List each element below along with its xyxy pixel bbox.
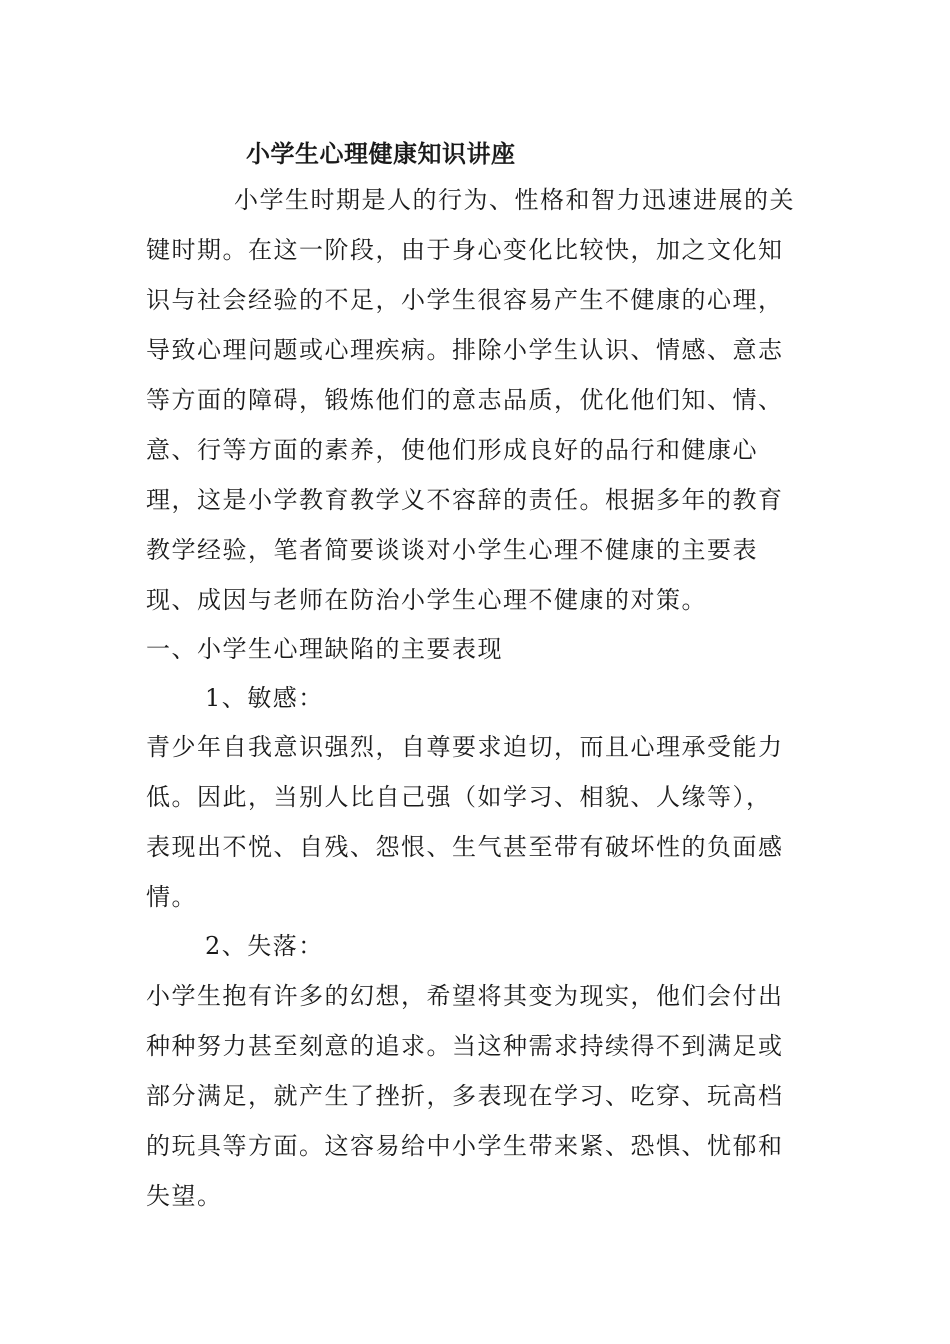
document-title: 小学生心理健康知识讲座 xyxy=(246,139,516,168)
item-paragraph-sensitive: 青少年自我意识强烈，自尊要求迫切，而且心理承受能力低。因此，当别人比自己强（如学习、相貌、人缘等），表现出不悦、自残、怨恨、生气甚至带有破坏性的负面感情。 xyxy=(146,733,784,911)
item-heading-loss: 2、失落： xyxy=(205,932,324,960)
item-paragraph-loss: 小学生抱有许多的幻想，希望将其变为现实，他们会付出种种努力甚至刻意的追求。当这种需求持续得不到满足或部分满足，就产生了挫折，多表现在学习、吃穿、玩高档的玩具等方面。这容易给中小学生带来紧、恐惧、忧郁和失望。 xyxy=(146,982,784,1210)
intro-paragraph: 小学生时期是人的行为、性格和智力迅速进展的关键时期。在这一阶段，由于身心变化比较快，加之文化知识与社会经验的不足，小学生很容易产生不健康的心理，导致心理问题或心理疾病。排除小学生认识、情感、意志等方面的障碍，锻炼他们的意志品质，优化他们知、情、意、行等方面的素养，使他们形成良好的品行和健康心理，这是小学教育教学义不容辞的责任。根据多年的教育教学经验，笔者简要谈谈对小学生心理不健康的主要表现、成因与老师在防治小学生心理不健康的对策。 xyxy=(146,186,795,614)
section-heading: 一、小学生心理缺陷的主要表现 xyxy=(146,635,503,663)
item-heading-sensitive: 1、敏感： xyxy=(205,684,324,712)
